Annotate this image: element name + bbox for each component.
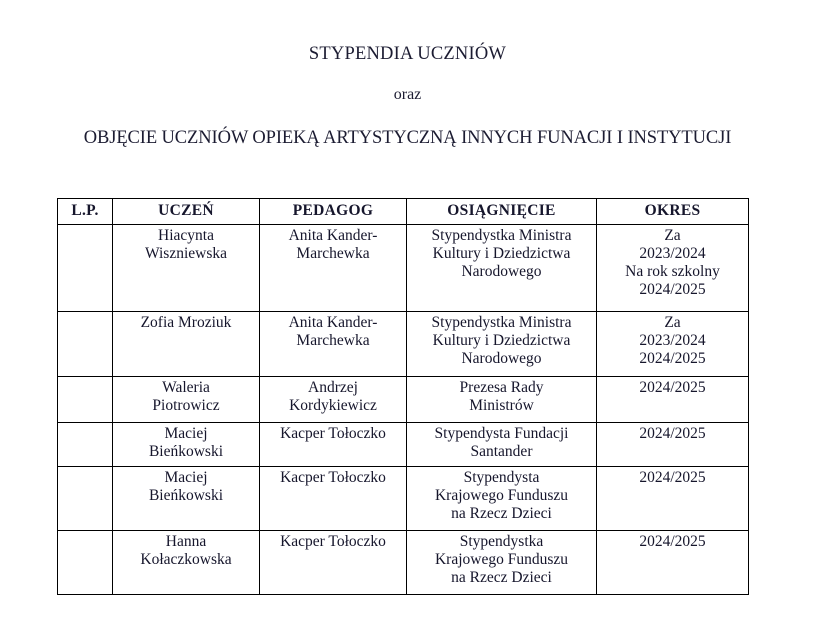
cell-line: Kołaczkowska (140, 551, 232, 569)
table-row (58, 467, 749, 531)
cell-okres (597, 312, 749, 377)
cell-pedagog (260, 531, 407, 595)
cell-line: Kultury i Dziedzictwa (432, 332, 571, 350)
cell-uczen (113, 312, 260, 377)
cell-line: Kacper Tołoczko (280, 469, 386, 486)
cell-line: Za (664, 227, 681, 244)
column-header-osiagniecie: OSIĄGNIĘCIE (407, 199, 597, 225)
cell-line: Waleria (162, 379, 210, 396)
cell-okres (597, 423, 749, 467)
cell-line: Marchewka (296, 245, 370, 263)
cell-line: 2023/2024 (639, 332, 706, 350)
cell-lp (58, 312, 113, 377)
cell-okres (597, 467, 749, 531)
table-row (58, 377, 749, 423)
cell-uczen (113, 423, 260, 467)
cell-line: Stypendystka Ministra (431, 227, 572, 244)
cell-line: na Rzecz Dzieci (451, 505, 552, 523)
cell-line: Krajowego Funduszu (434, 551, 569, 569)
column-header-pedagog: PEDAGOG (260, 199, 407, 225)
cell-line: Kacper Tołoczko (280, 533, 386, 550)
cell-osiagniecie (407, 312, 597, 377)
cell-pedagog (260, 467, 407, 531)
cell-line: 2024/2025 (639, 533, 706, 550)
cell-line: 2024/2025 (639, 379, 706, 396)
cell-pedagog (260, 423, 407, 467)
cell-line: Stypendysta (463, 469, 540, 486)
cell-line: Maciej (164, 469, 208, 486)
column-header-uczen: UCZEŃ (113, 199, 260, 225)
cell-line: Maciej (164, 425, 208, 442)
cell-line: Andrzej (308, 379, 358, 396)
cell-lp (58, 423, 113, 467)
cell-line: Wiszniewska (144, 245, 228, 263)
cell-osiagniecie (407, 423, 597, 467)
cell-okres (597, 377, 749, 423)
cell-line: Bieńkowski (148, 487, 224, 505)
achievements-table-container (57, 198, 748, 595)
table-row (58, 312, 749, 377)
cell-lp (58, 377, 113, 423)
cell-osiagniecie (407, 225, 597, 312)
column-header-lp: L.P. (58, 199, 113, 225)
cell-line: Na rok szkolny (625, 263, 720, 281)
cell-osiagniecie (407, 377, 597, 423)
cell-osiagniecie (407, 531, 597, 595)
cell-line: Kacper Tołoczko (280, 425, 386, 442)
cell-uczen (113, 377, 260, 423)
cell-line: Ministrów (469, 397, 534, 415)
cell-line: Marchewka (296, 332, 370, 350)
cell-line: Hiacynta (158, 227, 214, 244)
cell-uczen (113, 225, 260, 312)
cell-line: Narodowego (461, 263, 542, 281)
cell-line: 2024/2025 (639, 469, 706, 486)
cell-line: Kordykiewicz (289, 397, 377, 415)
cell-line: Piotrowicz (152, 397, 220, 415)
page-title: STYPENDIA UCZNIÓW (308, 44, 507, 64)
cell-line: Hanna (165, 533, 207, 550)
cell-line: Stypendystka Ministra (431, 314, 572, 331)
cell-line: Anita Kander- (288, 314, 378, 331)
cell-okres (597, 225, 749, 312)
table-header-row (58, 199, 749, 225)
cell-line: na Rzecz Dzieci (451, 569, 552, 587)
achievements-table (57, 198, 749, 595)
cell-line: Anita Kander- (288, 227, 378, 244)
cell-line: Bieńkowski (148, 443, 224, 461)
cell-okres (597, 531, 749, 595)
cell-pedagog (260, 377, 407, 423)
table-row (58, 531, 749, 595)
cell-pedagog (260, 225, 407, 312)
table-header (58, 199, 749, 225)
cell-line: Narodowego (461, 350, 542, 368)
cell-lp (58, 467, 113, 531)
cell-uczen (113, 467, 260, 531)
cell-lp (58, 225, 113, 312)
cell-osiagniecie (407, 467, 597, 531)
cell-line: Prezesa Rady (459, 379, 544, 396)
cell-line: Kultury i Dziedzictwa (432, 245, 571, 263)
cell-line: Za (664, 314, 681, 331)
cell-line: 2024/2025 (639, 281, 706, 299)
cell-line: Santander (470, 443, 533, 461)
cell-line: Krajowego Funduszu (434, 487, 569, 505)
page-subtitle: OBJĘCIE UCZNIÓW OPIEKĄ ARTYSTYCZNĄ INNYCH FUNACJI I INSTYTUCJI (83, 127, 732, 148)
cell-line: Stypendysta Fundacji (434, 425, 569, 442)
cell-lp (58, 531, 113, 595)
table-body (58, 225, 749, 595)
document-heading-block (0, 44, 815, 148)
table-row (58, 423, 749, 467)
table-row (58, 225, 749, 312)
cell-line: 2024/2025 (639, 350, 706, 368)
cell-line: Zofia Mroziuk (140, 314, 232, 331)
page-title-conjunction: oraz (393, 86, 422, 104)
cell-line: 2023/2024 (639, 245, 706, 263)
cell-uczen (113, 531, 260, 595)
column-header-okres: OKRES (597, 199, 749, 225)
cell-pedagog (260, 312, 407, 377)
cell-line: Stypendystka (459, 533, 544, 550)
cell-line: 2024/2025 (639, 425, 706, 442)
